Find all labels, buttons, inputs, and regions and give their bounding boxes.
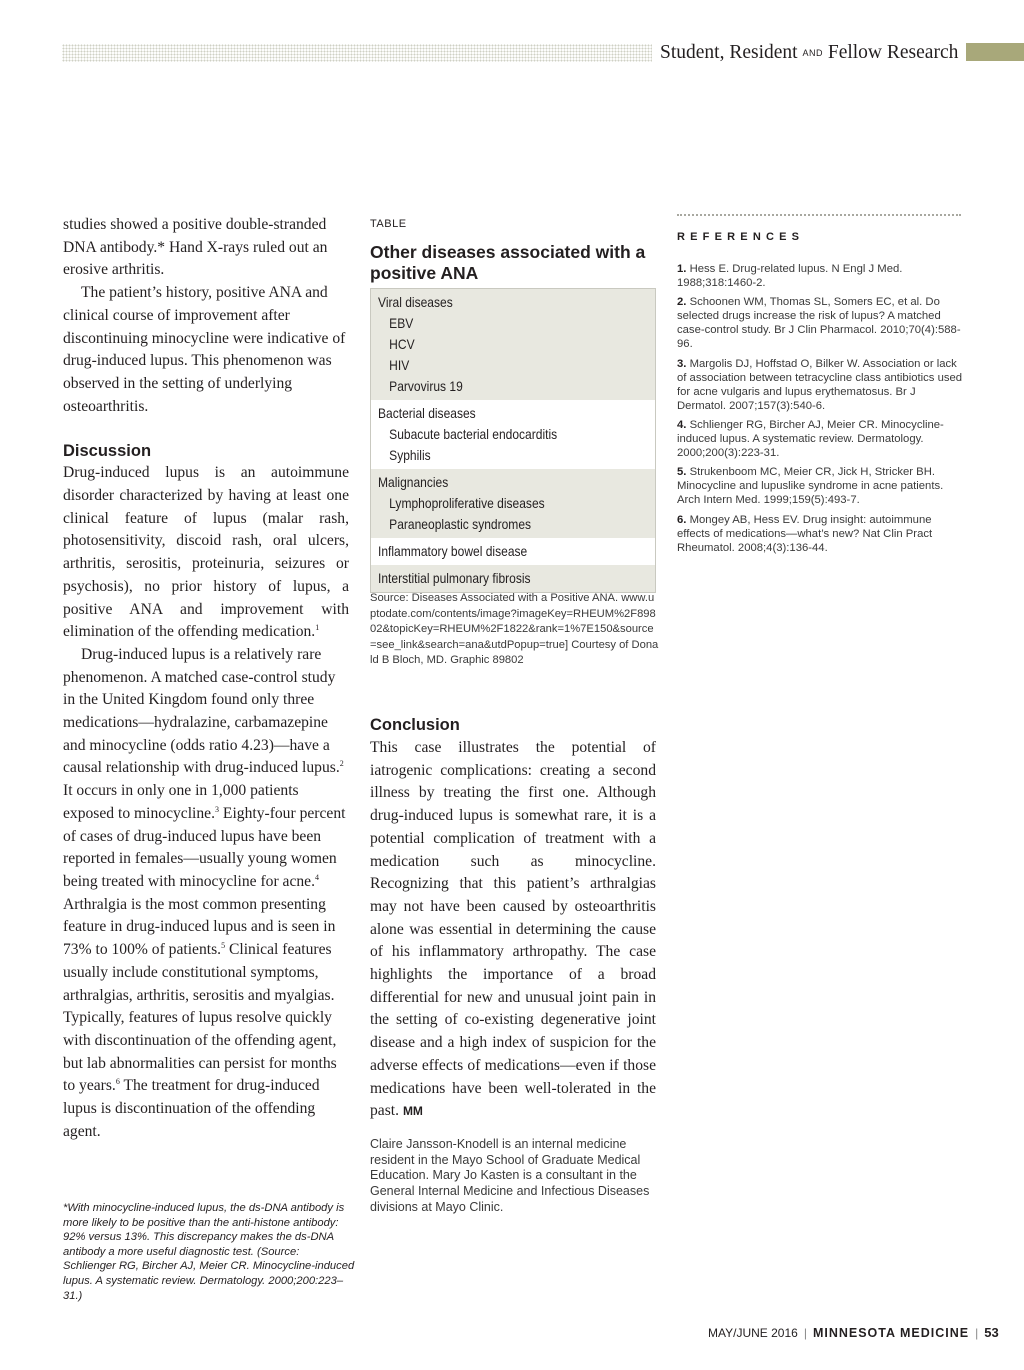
reference-item: 5. Strukenboom MC, Meier CR, Jick H, Stricker BH. Minocycline and lupuslike syndrome in acne patients. Arch Intern Med. 1999;159(5):493-7. xyxy=(677,466,944,507)
table-row: Interstitial pulmonary fibrosis xyxy=(378,570,531,586)
disease-table xyxy=(370,288,656,593)
table-row: Bacterial diseases xyxy=(378,405,476,421)
references-list xyxy=(677,262,963,560)
table-group xyxy=(371,400,655,469)
column-1 xyxy=(63,214,349,1143)
citation: 6 xyxy=(115,1077,120,1087)
reference-item: 2. Schoonen WM, Thomas SL, Somers EC, et al. Do selected drugs increase the risk of lupus? A matched case-control study. Br J Clin Pharmacol. 2010;70(4):588-96. xyxy=(677,296,961,351)
conclusion-heading: Conclusion xyxy=(370,716,460,734)
reference-item: 6. Mongey AB, Hess EV. Drug insight: autoimmune effects of medications—what’s new? Nat Clin Pract Rheumatol. 2008;4(3):136-44. xyxy=(677,513,933,554)
section-header: Student, Resident AND Fellow Research xyxy=(660,42,959,63)
citation: 2 xyxy=(339,759,344,769)
header-accent-bar xyxy=(966,43,1024,61)
table-group xyxy=(371,289,655,400)
page-number: 53 xyxy=(984,1325,999,1340)
conclusion-text: This case illustrates the potential of iatrogenic complications: creating a second illness by treating the first one. Although drug-induced lupus is somewhat rare, it is a potential complication of treatment with a medication such as minocycline. Recognizing that this patient’s arthralgias may not have been caused by osteoarthritis alone was essential in determining the cause of his inflammatory arthropathy. The case highlights the importance of a broad differential for new and unusual joint pain in the setting of co-existing degenerative joint disease and a high index of suspicion for the adverse effects of medications—even if those medications have been well-tolerated in the past. MM xyxy=(370,739,656,1120)
issue-date: MAY/JUNE 2016 xyxy=(708,1326,798,1340)
header-dot-pattern xyxy=(62,44,652,62)
paragraph: studies showed a positive double-stranded DNA antibody.* Hand X-rays ruled out an erosive arthritis. xyxy=(63,216,328,279)
table-row: Lymphoproliferative diseases xyxy=(389,495,545,511)
table-group xyxy=(371,565,655,592)
magazine-name: MINNESOTA MEDICINE xyxy=(812,1326,970,1340)
table-source: Source: Diseases Associated with a Positive ANA. www.uptodate.com/contents/image?imageKey=RHEUM%2F89802&topicKey=RHEUM%2F1822&rank=1%7E150&source=see_link&search=ana&utdPopup=true] Courtesy of Donald B Bloch, MD. Graphic 89802 xyxy=(370,592,659,666)
table-title: Other diseases associated with a positive ANA xyxy=(370,242,646,283)
reference-item: 4. Schlienger RG, Bircher AJ, Meier CR. Minocycline-induced lupus. A systematic review. Dermatology. 2000;200(3):223-31. xyxy=(677,418,944,460)
table-row: Inflammatory bowel disease xyxy=(378,543,528,559)
table-label: TABLE xyxy=(370,218,407,230)
paragraph: The patient’s history, positive ANA and clinical course of improvement after discontinuing minocycline were indicative of drug-induced lupus. This phenomenon was observed in the setting of underlying osteoarthritis. xyxy=(63,284,346,415)
table-group xyxy=(371,538,655,565)
table-row: Syphilis xyxy=(389,447,431,463)
author-bio: Claire Jansson-Knodell is an internal medicine resident in the Mayo School of Graduate Medical Education. Mary Jo Kasten is a consultant in the General Internal Medicine and Infectious Diseases divisions at Mayo Clinic. xyxy=(370,1137,650,1214)
table-row: HCV xyxy=(389,336,415,352)
citation: 5 xyxy=(221,940,226,950)
footnote: *With minocycline-induced lupus, the ds-DNA antibody is more likely to be positive than the anti-histone antibody: 92% versus 13%. This discrepancy makes the ds-DNA antibody a more useful diagnostic test. (Source: Schlienger RG, Bircher AJ, Meier CR. Minocycline-induced lupus. A systematic review. Dermatology. 2000;200:223–31.) xyxy=(63,1202,355,1302)
page-footer: MAY/JUNE 2016 | MINNESOTA MEDICINE | 53 xyxy=(708,1325,999,1340)
citation: 3 xyxy=(215,804,220,814)
paragraph: Drug-induced lupus is a relatively rare phenomenon. A matched case-control study in the United Kingdom found only three medications—hydralazine, carbamazepine and minocycline (odds ratio 4.23)—have a causal relationship with drug-induced lupus.$^2$ It occurs in only one in 1,000 patients exposed to minocycline.$^3$ Eighty-four percent of cases of drug-induced lupus have been reported in females—usually young women being treated with minocycline for acne.$^4$ Arthralgia is the most common presenting feature in drug-induced lupus and is seen in 73% to 100% of patients.$^5$ Clinical features usually include constitutional symptoms, arthralgias, arthritis, serositis and myalgias. Typically, features of lupus resolve quickly with discontinuation of the offending agent, but lab abnormalities can persist for months to years.$^6$ The treatment for drug-induced lupus is discontinuation of the offending agent. xyxy=(63,645,346,1140)
reference-item: 1. Hess E. Drug-related lupus. N Engl J Med. 1988;318:1460-2. xyxy=(677,263,903,290)
table-row: Subacute bacterial endocarditis xyxy=(389,426,558,442)
end-mark: MM xyxy=(402,1104,423,1119)
discussion-heading: Discussion xyxy=(63,442,152,461)
table-row: Malignancies xyxy=(378,474,449,490)
citation: 4 xyxy=(315,872,319,882)
references-divider xyxy=(677,214,961,216)
table-row: Parvovirus 19 xyxy=(389,378,463,394)
citation: 1 xyxy=(315,623,320,633)
references-heading: REFERENCES xyxy=(677,231,805,243)
table-row: HIV xyxy=(389,357,410,373)
reference-item: 3. Margolis DJ, Hoffstad O, Bilker W. Association or lack of association between tetracycline class antibiotics used for acne vulgaris and lupus erythematosus. Br J Dermatol. 2007;157(3):540-6. xyxy=(677,357,963,412)
table-group xyxy=(371,469,655,538)
paragraph: Drug-induced lupus is an autoimmune disorder characterized by having at least one clinical feature of lupus (malar rash, photosensitivity, discoid rash, oral ulcers, arthritis, serositis, proteinuria, seizures or psychosis), no prior history of lupus, a positive ANA and improvement with elimination of the offending medication.$^1$ xyxy=(63,464,349,641)
table-row: Viral diseases xyxy=(378,294,453,310)
table-row: Paraneoplastic syndromes xyxy=(389,516,532,532)
table-row: EBV xyxy=(389,315,414,331)
